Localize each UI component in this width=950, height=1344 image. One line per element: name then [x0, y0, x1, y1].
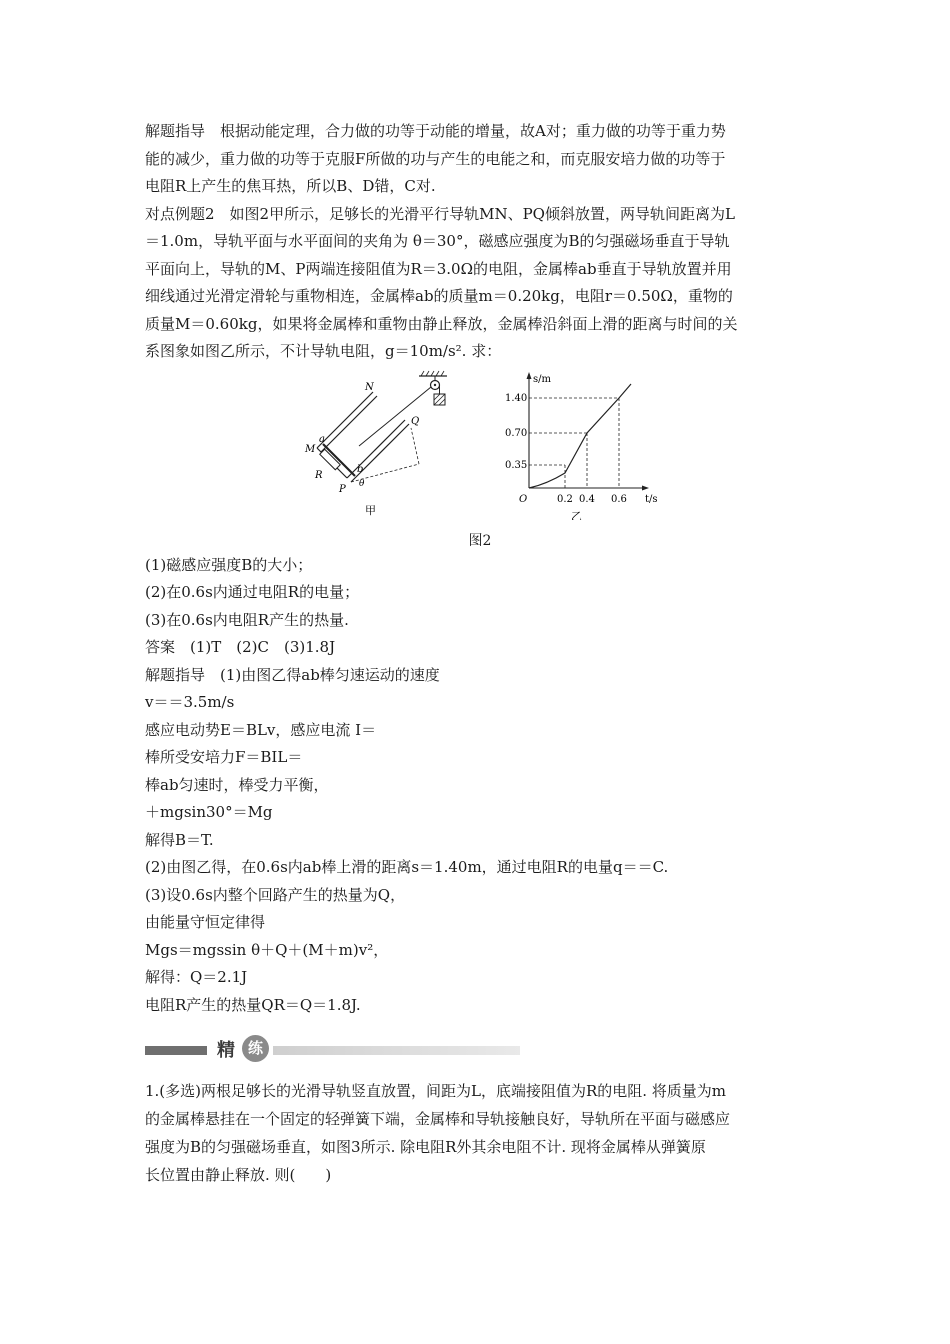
- question-line: (1)磁感应强度B的大小；: [145, 555, 313, 574]
- y-tick-label: 1.40: [505, 392, 528, 404]
- paragraph-line: 解题指导 (1)由图乙得ab棒匀速运动的速度: [145, 665, 440, 684]
- x-axis-label: t/s: [645, 493, 658, 505]
- example-2: [145, 201, 815, 366]
- paragraph-line: 对点例题2 如图2甲所示，足够长的光滑平行导轨MN、PQ倾斜放置，两导轨间距离为L: [145, 204, 735, 223]
- paragraph-line: 平面向上，导轨的M、P两端连接阻值为R＝3.0Ω的电阻，金属棒ab垂直于导轨放置并用: [145, 259, 732, 278]
- paragraph-line: ＋mgsin30°＝Mg: [145, 803, 273, 821]
- paragraph-line: 棒ab匀速时，棒受力平衡，: [145, 775, 329, 794]
- question-1: [145, 1077, 815, 1189]
- label-q: Q: [411, 415, 420, 427]
- paragraph-line: 棒所受安培力F＝BIL＝: [145, 748, 303, 766]
- right-figure-caption: 乙: [571, 509, 582, 520]
- paragraph-line: 质量M＝0.60kg，如果将金属棒和重物由静止释放，金属棒沿斜面上滑的距离与时间的关: [145, 314, 738, 333]
- paragraph-line: 电阻R上产生的焦耳热，所以B、D错，C对.: [145, 177, 436, 195]
- question-line: (3)在0.6s内电阻R产生的热量.: [145, 610, 349, 629]
- paragraph-line: 强度为B的匀强磁场垂直，如图3所示. 除电阻R外其余电阻不计. 现将金属棒从弹簧原: [145, 1138, 706, 1156]
- paragraph-line: (3)设0.6s内整个回路产生的热量为Q，: [145, 885, 406, 904]
- label-b: b: [357, 463, 364, 475]
- paragraph-line: Mgs＝mgssin θ＋Q＋(M＋m)v²，: [145, 940, 389, 959]
- label-p: P: [339, 483, 346, 495]
- label-n: N: [365, 381, 374, 393]
- practice-section-header: [145, 1035, 815, 1065]
- practice-badge: 练: [242, 1035, 269, 1062]
- y-tick-label: 0.70: [505, 427, 528, 439]
- figure-caption: 图2: [468, 532, 492, 549]
- paragraph-line: 细线通过光滑定滑轮与重物相连，金属棒ab的质量m＝0.20kg，电阻r＝0.50Ω，重物的: [145, 287, 733, 305]
- solution-guide-2: [145, 662, 815, 1020]
- header-bar-left: [145, 1046, 207, 1055]
- question-line: (2)在0.6s内通过电阻R的电量；: [145, 583, 360, 601]
- answer: 答案 (1)T (2)C (3)1.8J: [145, 638, 336, 656]
- left-figure-caption: 甲: [365, 503, 376, 517]
- label-m: M: [305, 443, 316, 455]
- paragraph-line: 能的减少，重力做的功等于克服F所做的功与产生的电能之和，而克服安培力做的功等于: [145, 149, 726, 168]
- paragraph-line: 解得B＝T.: [145, 830, 214, 849]
- solution-guide-1: [145, 118, 815, 201]
- questions: [145, 552, 815, 635]
- header-bar-right: [273, 1046, 520, 1055]
- figure-2: [145, 370, 815, 528]
- s-t-graph: [505, 370, 675, 520]
- paragraph-line: 由能量守恒定律得: [145, 913, 266, 931]
- document-page: [145, 118, 815, 1189]
- paragraph-line: 解得：Q＝2.1J: [145, 968, 248, 986]
- y-tick-label: 0.35: [505, 459, 528, 471]
- s-t-curve: [529, 384, 631, 488]
- x-tick-label: 0.2: [557, 493, 573, 505]
- paragraph-line: 电阻R产生的热量QR＝Q＝1.8J.: [145, 995, 361, 1014]
- label-a: a: [319, 433, 325, 445]
- x-tick-label: 0.4: [579, 493, 595, 505]
- x-tick-label: 0.6: [611, 493, 627, 505]
- paragraph-line: 1.(多选)两根足够长的光滑导轨竖直放置，间距为L，底端接阻值为R的电阻. 将质量为m: [145, 1082, 727, 1100]
- y-axis-label: s/m: [533, 373, 551, 385]
- paragraph-line: v＝＝3.5m/s: [145, 693, 235, 711]
- paragraph-line: 的金属棒悬挂在一个固定的轻弹簧下端，金属棒和导轨接触良好，导轨所在平面与磁感应: [145, 1110, 731, 1128]
- paragraph-line: 感应电动势E＝BLv，感应电流 I＝: [145, 720, 377, 739]
- label-r: R: [315, 469, 323, 481]
- label-theta: θ: [359, 478, 365, 489]
- practice-label: 精: [217, 1040, 235, 1061]
- incline-rail-diagram: [295, 370, 475, 520]
- paragraph-line: 解题指导 根据动能定理，合力做的功等于动能的增量，故A对；重力做的功等于重力势: [145, 122, 726, 140]
- paragraph-line: (2)由图乙得，在0.6s内ab棒上滑的距离s＝1.40m，通过电阻R的电量q＝＝C.: [145, 858, 669, 876]
- paragraph-line: 系图象如图乙所示，不计导轨电阻，g＝10m/s². 求：: [145, 342, 502, 360]
- paragraph-line: 长位置由静止释放. 则( ): [145, 1166, 332, 1184]
- paragraph-line: ＝1.0m，导轨平面与水平面间的夹角为 θ＝30°，磁感应强度为B的匀强磁场垂直于导轨: [145, 232, 730, 250]
- origin-label: O: [519, 493, 528, 505]
